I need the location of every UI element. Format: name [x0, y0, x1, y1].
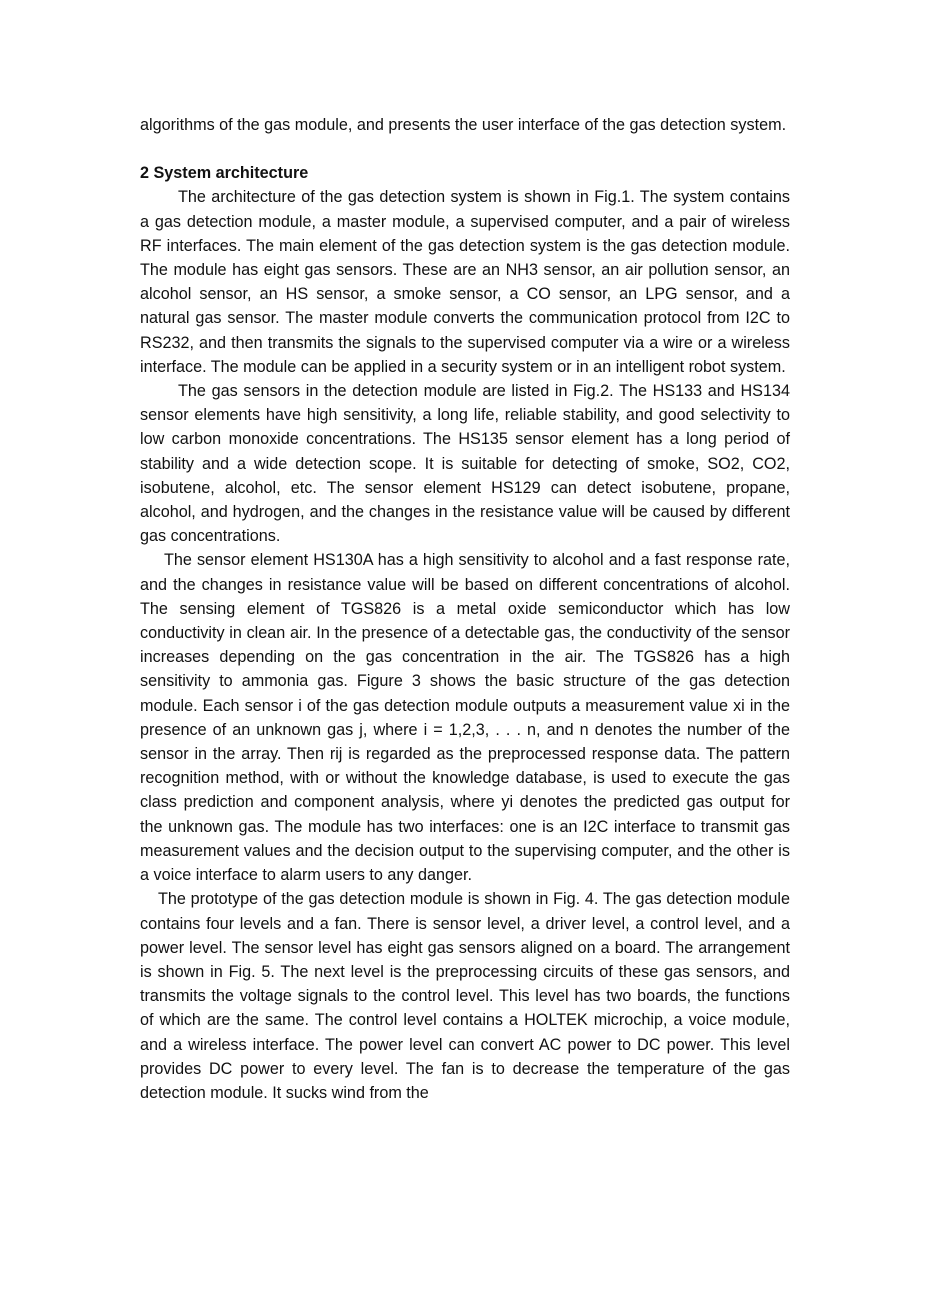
intro-fragment: algorithms of the gas module, and presents the user interface of the gas detection system. — [140, 116, 787, 134]
body-paragraph: The gas sensors in the detection module are listed in Fig.2. The HS133 and HS134 sensor elements have high sensitivity, a long life, reliable stability, and good selectivity to low carbon monoxide concentrations. The HS135 sensor element has a long period of stability and a wide detection scope. It is suitable for detecting of smoke, SO2, CO2, isobutene, alcohol, etc. The sensor element HS129 can detect isobutene, propane, alcohol, and hydrogen, and the changes in the resistance value will be caused by different gas concentrations. — [140, 382, 790, 546]
section-heading: 2 System architecture — [140, 164, 309, 183]
body-paragraph: The architecture of the gas detection system is shown in Fig.1. The system contains a gas detection module, a master module, a supervised computer, and a pair of wireless RF interfaces. The main element of the gas detection system is the gas detection module. The module has eight gas sensors. These are an NH3 sensor, an air pollution sensor, an alcohol sensor, an HS sensor, a smoke sensor, a CO sensor, an LPG sensor, and a natural gas sensor. The master module converts the communication protocol from I2C to RS232, and then transmits the signals to the supervised computer via a wire or a wireless interface. The module can be applied in a security system or in an intelligent robot system. — [140, 188, 790, 376]
body-paragraph: The sensor element HS130A has a high sensitivity to alcohol and a fast response rate, and the changes in resistance value will be based on different concentrations of alcohol. The sensing element of TGS826 is a metal oxide semiconductor which has low conductivity in clean air. In the presence of a detectable gas, the conductivity of the sensor increases depending on the gas concentration in the air. The TGS826 has a high sensitivity to ammonia gas. Figure 3 shows the basic structure of the gas detection module. Each sensor i of the gas detection module outputs a measurement value xi in the presence of an unknown gas j, where i = 1,2,3, . . . n, and n denotes the number of the sensor in the array. Then rij is regarded as the preprocessed response data. The pattern recognition method, with or without the knowledge database, is used to execute the gas class prediction and component analysis, where yi denotes the predicted gas output for the unknown gas. The module has two interfaces: one is an I2C interface to transmit gas measurement values and the decision output to the supervising computer, and the other is a voice interface to alarm users to any danger. — [140, 551, 790, 885]
document-page — [140, 113, 790, 1105]
body-paragraph: The prototype of the gas detection module is shown in Fig. 4. The gas detection module contains four levels and a fan. There is sensor level, a driver level, a control level, and a power level. The sensor level has eight gas sensors aligned on a board. The arrangement is shown in Fig. 5. The next level is the preprocessing circuits of these gas sensors, and transmits the voltage signals to the control level. This level has two boards, the functions of which are the same. The control level contains a HOLTEK microchip, a voice module, and a wireless interface. The power level can convert AC power to DC power. This level provides DC power to every level. The fan is to decrease the temperature of the gas detection module. It sucks wind from the — [140, 890, 790, 1102]
